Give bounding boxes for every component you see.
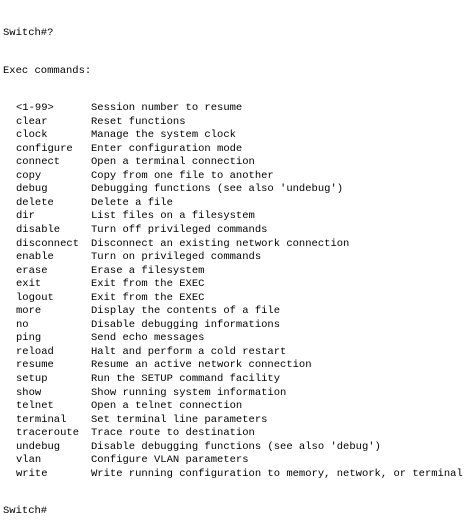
command-name: telnet (16, 400, 54, 413)
command-description: Trace route to destination (91, 427, 255, 440)
command-row (3, 319, 474, 333)
command-description: Set terminal line parameters (91, 413, 268, 426)
command-description: Configure VLAN parameters (91, 454, 249, 467)
command-list (3, 102, 474, 481)
command-row (3, 359, 474, 373)
command-description: Show running system information (91, 386, 287, 399)
command-name: traceroute (16, 427, 80, 440)
command-description: List files on a filesystem (91, 210, 255, 223)
command-name: configure (16, 142, 73, 155)
command-name: delete (16, 196, 54, 209)
command-row (3, 170, 474, 184)
command-description: Halt and perform a cold restart (91, 345, 287, 358)
command-description: Copy from one file to another (91, 169, 274, 182)
prompt-line: Switch#? (3, 27, 54, 39)
command-name: debug (16, 183, 48, 196)
command-description: Run the SETUP command facility (91, 373, 281, 386)
command-name: dir (16, 210, 35, 223)
command-description: Manage the system clock (91, 129, 236, 142)
command-name: resume (16, 359, 54, 372)
command-row (3, 441, 474, 455)
command-description: Session number to resume (91, 102, 243, 115)
command-row (3, 251, 474, 265)
final-prompt[interactable]: Switch# (3, 505, 48, 518)
command-row (3, 292, 474, 306)
command-name: enable (16, 251, 54, 264)
command-row (3, 129, 474, 143)
command-name: more (16, 305, 42, 318)
command-name: logout (16, 291, 54, 304)
command-row (3, 278, 474, 292)
command-name: disconnect (16, 237, 80, 250)
command-row (3, 387, 474, 401)
command-description: Erase a filesystem (91, 264, 205, 277)
command-row (3, 305, 474, 319)
command-name: show (16, 386, 42, 399)
command-name: undebug (16, 440, 61, 453)
command-description: Write running configuration to memory, network, or terminal (91, 467, 463, 480)
command-name: reload (16, 345, 54, 358)
command-description: Resume an active network connection (91, 359, 312, 372)
command-row (3, 116, 474, 130)
exec-commands-header: Exec commands: (3, 64, 92, 77)
command-row (3, 102, 474, 116)
command-name: terminal (16, 413, 67, 426)
command-description: Exit from the EXEC (91, 291, 205, 304)
command-row (3, 143, 474, 157)
command-name: <1-99> (16, 102, 54, 115)
command-description: Disable debugging informations (91, 318, 281, 331)
command-name: vlan (16, 454, 42, 467)
command-name: erase (16, 264, 48, 277)
command-name: ping (16, 332, 42, 345)
command-description: Disconnect an existing network connection (91, 237, 350, 250)
command-description: Reset functions (91, 115, 186, 128)
command-row (3, 414, 474, 428)
command-row (3, 156, 474, 170)
command-name: connect (16, 156, 61, 169)
command-name: clear (16, 115, 48, 128)
command-row (3, 373, 474, 387)
command-description: Enter configuration mode (91, 142, 243, 155)
command-name: disable (16, 224, 61, 237)
command-description: Open a terminal connection (91, 156, 255, 169)
command-row (3, 197, 474, 211)
command-row (3, 224, 474, 238)
command-name: no (16, 318, 29, 331)
command-row (3, 332, 474, 346)
command-name: write (16, 467, 48, 480)
command-description: Turn off privileged commands (91, 224, 268, 237)
command-row (3, 183, 474, 197)
command-description: Display the contents of a file (91, 305, 281, 318)
command-row (3, 346, 474, 360)
command-name: setup (16, 373, 48, 386)
command-row (3, 468, 474, 482)
command-description: Disable debugging functions (see also 'debug') (91, 440, 381, 453)
command-description: Send echo messages (91, 332, 205, 345)
command-name: exit (16, 278, 42, 291)
command-row (3, 265, 474, 279)
command-name: copy (16, 169, 42, 182)
command-description: Debugging functions (see also 'undebug') (91, 183, 344, 196)
command-description: Delete a file (91, 196, 173, 209)
command-name: clock (16, 129, 48, 142)
command-description: Turn on privileged commands (91, 251, 262, 264)
command-row (3, 238, 474, 252)
command-row (3, 454, 474, 468)
command-row (3, 210, 474, 224)
command-description: Open a telnet connection (91, 400, 243, 413)
command-row (3, 427, 474, 441)
command-row (3, 400, 474, 414)
command-description: Exit from the EXEC (91, 278, 205, 291)
